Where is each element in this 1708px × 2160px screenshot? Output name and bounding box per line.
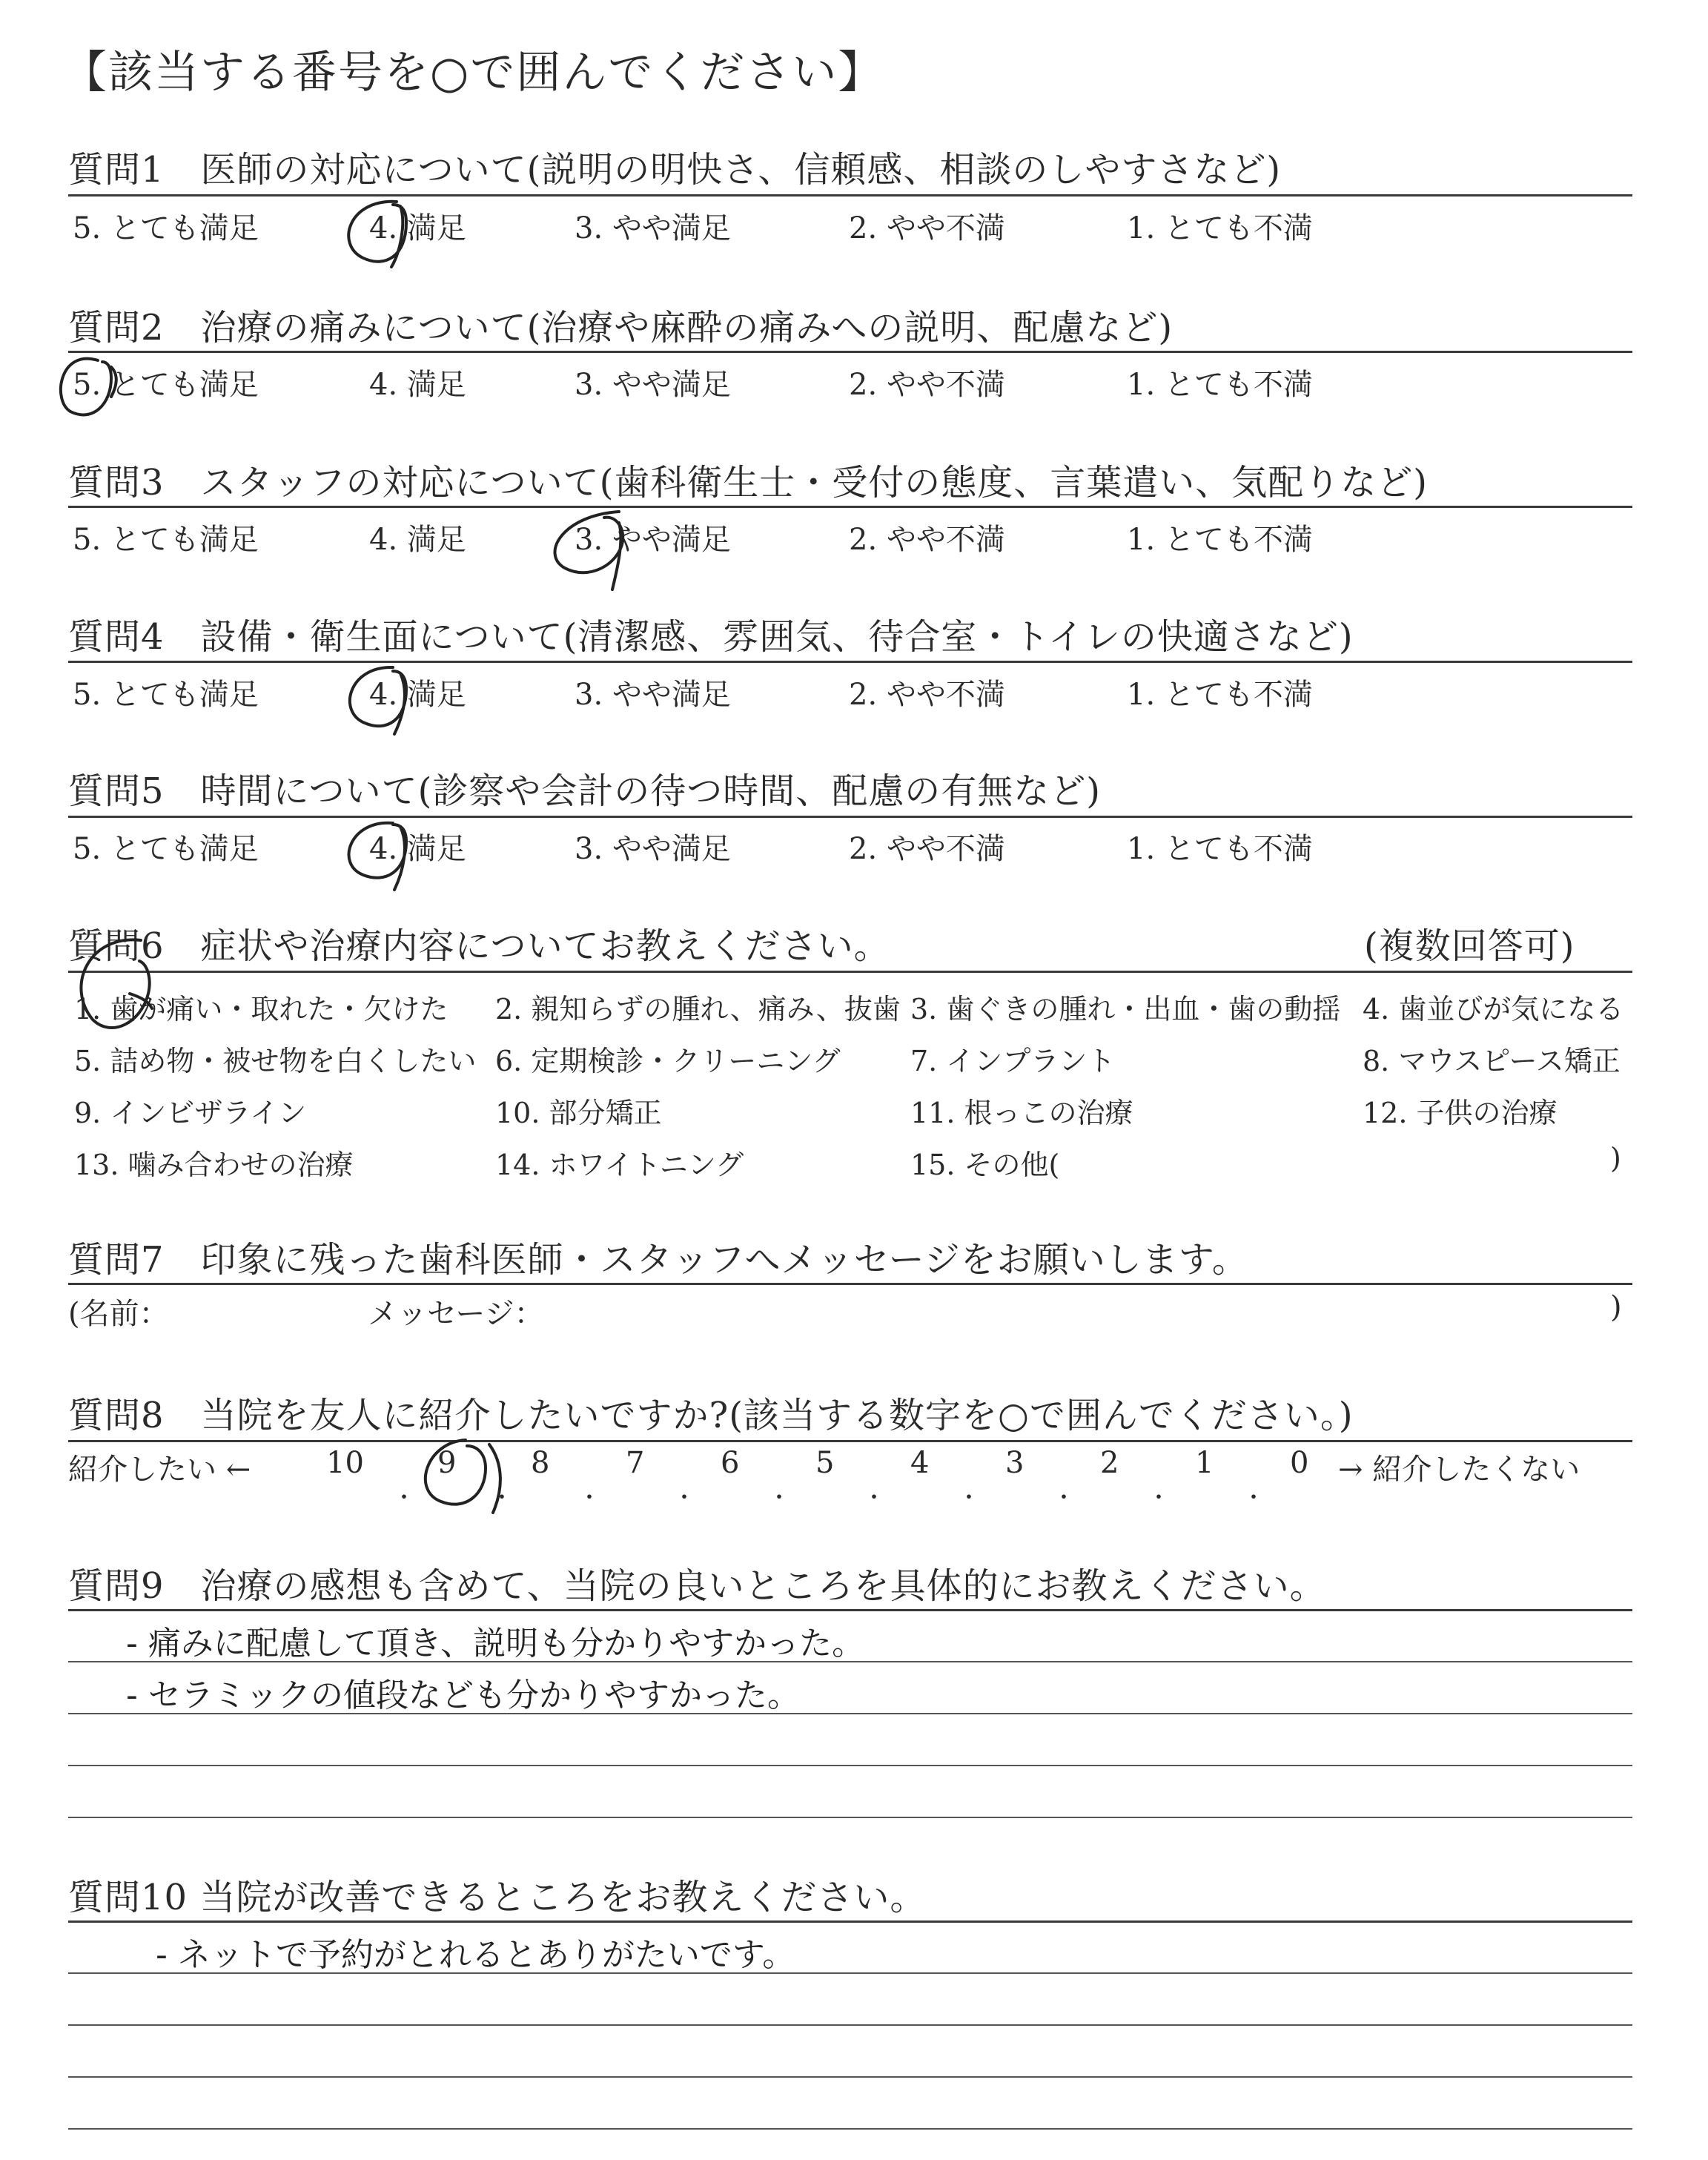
q5-rule [68,816,1632,818]
q8-rule [68,1440,1632,1442]
q8-right-label: → 紹介したくない [1338,1453,1580,1487]
q2-option-2[interactable]: 2. やや不満 [849,368,1005,402]
q6-title: 質問6 症状や治療内容についてお教えください。 [68,925,890,967]
q4-option-5[interactable]: 5. とても満足 [73,678,259,712]
q1-option-3[interactable]: 3. やや満足 [575,211,731,245]
q3-option-1[interactable]: 1. とても不満 [1127,523,1313,557]
q9-answer-1: - 痛みに配慮して頂き、説明も分かりやすかった。 [126,1625,865,1662]
q6-item-3[interactable]: 3. 歯ぐきの腫れ・出血・歯の動揺 [910,993,1341,1025]
q5-title: 質問5 時間について(診察や会計の待つ時間、配慮の有無など) [68,770,1102,812]
q7-rule [68,1283,1632,1285]
q6-rule [68,971,1632,973]
q7-message-label: メッセージ： [368,1297,544,1331]
q6-item-6[interactable]: 6. 定期検診・クリーニング [495,1045,841,1077]
q6-item-14[interactable]: 14. ホワイトニング [495,1149,744,1181]
q2-option-4[interactable]: 4. 満足 [369,368,466,402]
q6-item-4[interactable]: 4. 歯並びが気になる [1363,993,1624,1025]
q9-title: 質問9 治療の感想も含めて、当院の良いところを具体的にお教えください。 [68,1565,1326,1607]
q4-option-4[interactable]: 4. 満足 [369,678,466,712]
q8-scale-9[interactable]: 9 [437,1446,457,1480]
q4-option-2[interactable]: 2. やや不満 [849,678,1005,712]
q2-option-5[interactable]: 5. とても満足 [73,368,259,402]
q8-dot: ・ [578,1485,600,1511]
q8-scale-1[interactable]: 1 [1195,1446,1214,1480]
q8-dot: ・ [1242,1485,1265,1511]
q6-item-5[interactable]: 5. 詰め物・被せ物を白くしたい [74,1045,477,1077]
q9-answer-line [68,1765,1632,1766]
q2-option-3[interactable]: 3. やや満足 [575,368,731,402]
q10-answer-1: - ネットで予約がとれるとありがたいです。 [156,1936,795,1974]
q8-dot: ・ [863,1485,885,1511]
q8-left-label: 紹介したい ← [68,1453,251,1487]
q1-option-4[interactable]: 4. 満足 [369,211,466,245]
q7-close-paren: ) [1610,1290,1622,1324]
q8-dot: ・ [393,1485,415,1511]
q5-option-2[interactable]: 2. やや不満 [849,832,1005,866]
q8-scale-5[interactable]: 5 [815,1446,835,1480]
q8-dot: ・ [673,1485,695,1511]
q5-option-3[interactable]: 3. やや満足 [575,832,731,866]
q8-scale-8[interactable]: 8 [531,1446,550,1480]
q10-title: 質問10 当院が改善できるところをお教えください。 [68,1877,927,1918]
q1-option-1[interactable]: 1. とても不満 [1127,211,1313,245]
q6-item-1[interactable]: 1. 歯が痛い・取れた・欠けた [74,993,448,1025]
q8-title: 質問8 当院を友人に紹介したいですか?(該当する数字を○で囲んでください。) [68,1395,1354,1436]
q8-scale-0[interactable]: 0 [1290,1446,1309,1480]
q6-item-8[interactable]: 8. マウスピース矯正 [1363,1045,1621,1077]
q2-option-1[interactable]: 1. とても不満 [1127,368,1313,402]
q6-item-12[interactable]: 12. 子供の治療 [1363,1097,1558,1129]
q8-dot: ・ [768,1485,790,1511]
q2-rule [68,351,1632,353]
q3-option-2[interactable]: 2. やや不満 [849,523,1005,557]
q8-scale-3[interactable]: 3 [1005,1446,1025,1480]
q6-item-9[interactable]: 9. インビザライン [74,1097,307,1129]
q8-dot: ・ [958,1485,980,1511]
q5-option-4[interactable]: 4. 満足 [369,832,466,866]
q2-title: 質問2 治療の痛みについて(治療や麻酔の痛みへの説明、配慮など) [68,307,1174,349]
q5-option-5[interactable]: 5. とても満足 [73,832,259,866]
q9-answer-2: - セラミックの値段なども分かりやすかった。 [126,1677,800,1714]
q1-option-2[interactable]: 2. やや不満 [849,211,1005,245]
q8-scale-7[interactable]: 7 [626,1446,645,1480]
q8-dot: ・ [1053,1485,1075,1511]
q10-answer-line [68,2024,1632,2026]
q7-name-label: (名前： [68,1297,169,1331]
q4-option-3[interactable]: 3. やや満足 [575,678,731,712]
q8-scale-10[interactable]: 10 [326,1446,364,1480]
q3-title: 質問3 スタッフの対応について(歯科衛生士・受付の態度、言葉遣い、気配りなど) [68,462,1429,503]
q8-dot: ・ [1148,1485,1170,1511]
q6-item-15-close: ) [1610,1142,1621,1175]
q3-rule [68,506,1632,508]
q3-option-5[interactable]: 5. とても満足 [73,523,259,557]
q9-answer-line [68,1817,1632,1818]
q1-rule [68,194,1632,196]
q3-option-3[interactable]: 3. やや満足 [575,523,731,557]
q4-title: 質問4 設備・衛生面について(清潔感、雰囲気、待合室・トイレの快適さなど) [68,616,1354,658]
q8-scale-4[interactable]: 4 [910,1446,930,1480]
q7-title: 質問7 印象に残った歯科医師・スタッフへメッセージをお願いします。 [68,1239,1248,1281]
q1-option-5[interactable]: 5. とても満足 [73,211,259,245]
q3-option-4[interactable]: 4. 満足 [369,523,466,557]
q8-scale-6[interactable]: 6 [721,1446,740,1480]
q10-answer-line [68,2128,1632,2130]
q5-option-1[interactable]: 1. とても不満 [1127,832,1313,866]
q6-item-13[interactable]: 13. 噛み合わせの治療 [74,1149,354,1181]
q6-item-2[interactable]: 2. 親知らずの腫れ、痛み、抜歯 [495,993,901,1025]
q4-option-1[interactable]: 1. とても不満 [1127,678,1313,712]
q10-rule [68,1920,1632,1923]
q6-item-10[interactable]: 10. 部分矯正 [495,1097,662,1129]
q8-scale-2[interactable]: 2 [1100,1446,1119,1480]
q6-item-11[interactable]: 11. 根っこの治療 [910,1097,1133,1129]
q1-title: 質問1 医師の対応について(説明の明快さ、信頼感、相談のしやすさなど) [68,149,1282,191]
q10-answer-line [68,2076,1632,2078]
q4-rule [68,661,1632,663]
page-title: 【該当する番号を○で囲んでください】 [62,47,884,99]
q6-item-7[interactable]: 7. インプラント [910,1045,1116,1077]
q6-item-15[interactable]: 15. その他( [910,1149,1060,1181]
q8-dot: ・ [491,1485,513,1511]
q9-rule [68,1609,1632,1611]
q6-multiple-note: (複数回答可) [1364,925,1575,967]
